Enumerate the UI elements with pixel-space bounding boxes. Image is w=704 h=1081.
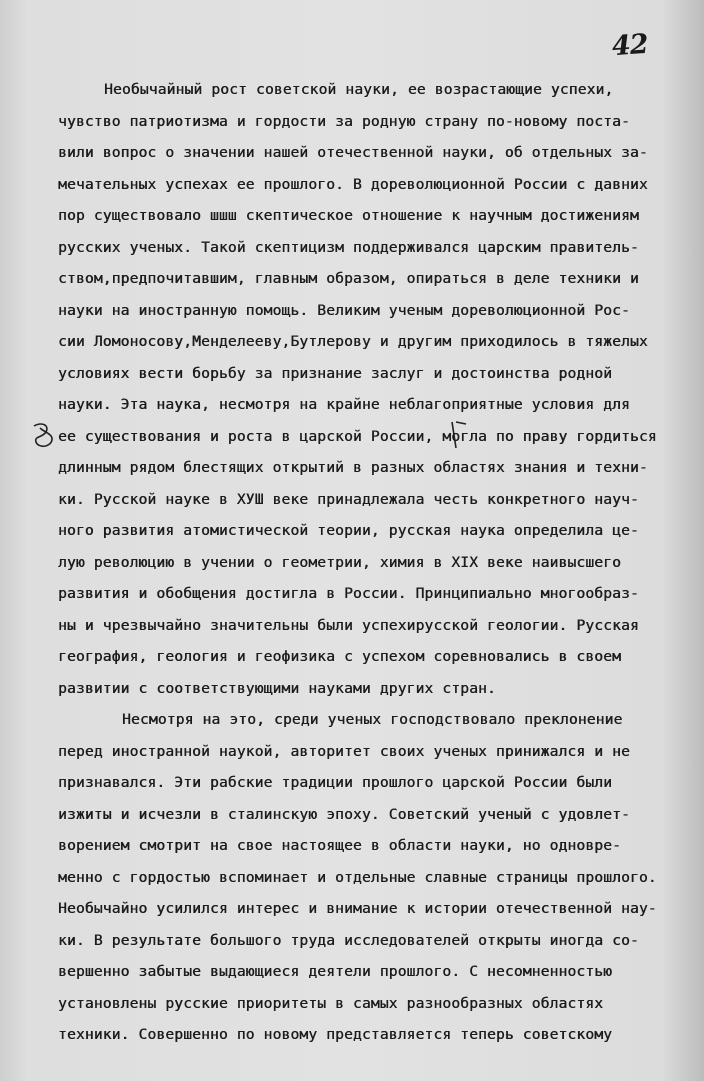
- text-line: развития и обобщения достигла в России. Принципиально многообраз-: [58, 585, 639, 602]
- text-line: география, геология и геофизика с успехом соревновались в своем: [58, 648, 621, 665]
- text-line: признавался. Эти рабские традиции прошлого царской России были: [58, 774, 613, 791]
- margin-mark-icon: [30, 420, 56, 450]
- text-line: вили вопрос о значении нашей отечественной науки, об отдельных за-: [58, 144, 648, 161]
- text-line: ворением смотрит на свое настоящее в области науки, но одновре-: [58, 837, 621, 854]
- page-number: 42: [610, 28, 649, 63]
- text-line: менно с гордостью вспоминает и отдельные славные страницы прошлого.: [58, 869, 657, 886]
- text-line: длинным рядом блестящих открытий в разных областях знания и техни-: [58, 459, 648, 476]
- text-line: ки. Русской науке в XУШ веке принадлежала честь конкретного науч-: [58, 491, 639, 508]
- text-line: лую революцию в учении о геометрии, химия в XIX веке наивысшего: [58, 554, 621, 571]
- text-line: мечательных успехах ее прошлого. В дореволюционной России с давних: [58, 176, 648, 193]
- text-line: установлены русские приоритеты в самых разнообразных областях: [58, 995, 604, 1012]
- text-line: вершенно забытые выдающиеся деятели прошлого. С несомненностью: [58, 963, 613, 980]
- text-line: русских ученых. Такой скептицизм поддерживался царским правитель-: [58, 239, 639, 256]
- text-line: чувство патриотизма и гордости за родную страну по-новому поста-: [58, 113, 630, 130]
- text-line: ного развития атомистической теории, русская наука определила це-: [58, 522, 639, 539]
- text-line: изжиты и исчезли в сталинскую эпоху. Советский ученый с удовлет-: [58, 806, 630, 823]
- text-line: ки. В результате большого труда исследователей открыты иногда со-: [58, 932, 639, 949]
- text-line: ством,предпочитавшим, главным образом, опираться в деле техники и: [58, 270, 639, 287]
- text-line: сии Ломоносову,Менделееву,Бутлерову и другим приходилось в тяжелых: [58, 333, 648, 350]
- text-line: Несмотря на это, среди ученых господствовало преклонение: [122, 711, 623, 728]
- text-line: пор существовало шшш скептическое отношение к научным достижениям: [58, 207, 639, 224]
- text-line: науки. Эта наука, несмотря на крайне неблагоприятные условия для: [58, 396, 630, 413]
- text-line: условиях вести борьбу за признание заслуг и достоинства родной: [58, 365, 613, 382]
- text-line: науки на иностранную помощь. Великим ученым дореволюционной Рос-: [58, 302, 630, 319]
- text-line: Необычайно усилился интерес и внимание к истории отечественной нау-: [58, 900, 657, 917]
- text-line: ны и чрезвычайно значительны были успехирусской геологии. Русская: [58, 617, 639, 634]
- text-line: перед иностранной наукой, авторитет своих ученых принижался и не: [58, 743, 630, 760]
- text-line: ее существования и роста в царской России, могла по праву гордиться: [58, 428, 657, 445]
- text-line: развитии с соответствующими науками других стран.: [58, 680, 496, 697]
- text-line: Необычайный рост советской науки, ее возрастающие успехи,: [104, 81, 614, 98]
- text-line: техники. Совершенно по новому представляется теперь советскому: [58, 1026, 613, 1043]
